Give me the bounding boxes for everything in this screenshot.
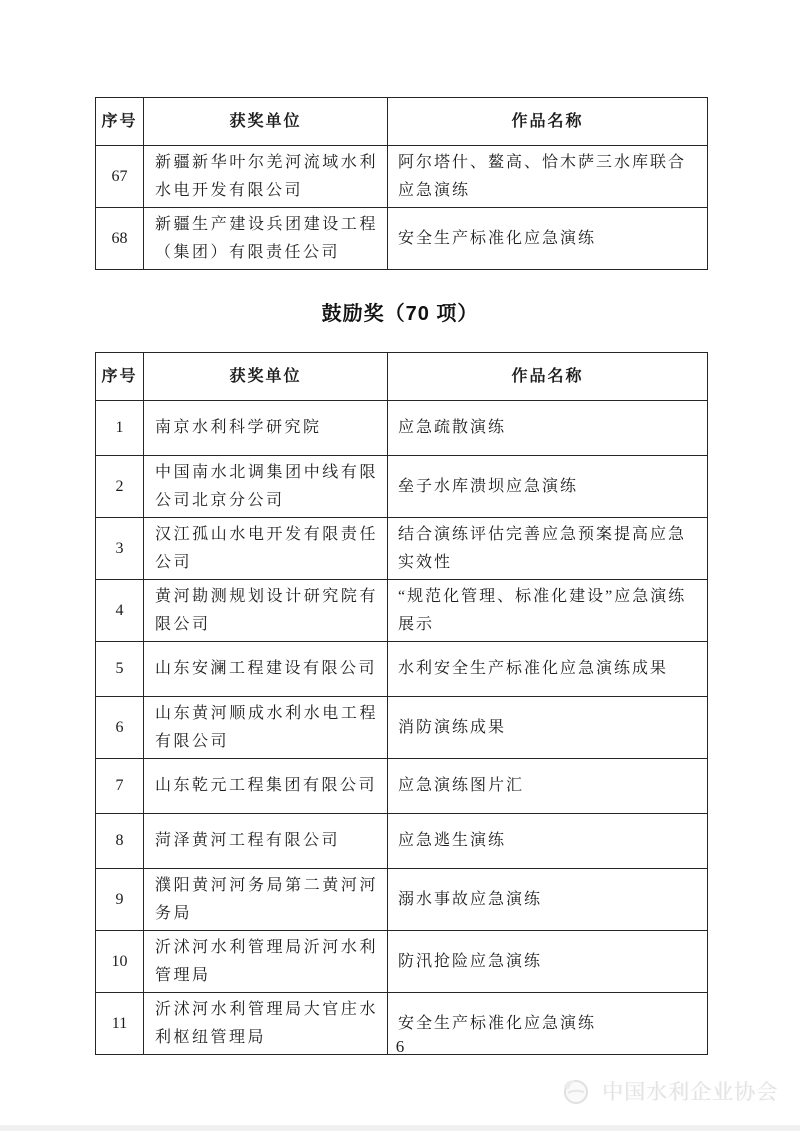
award-table-top <box>95 97 708 270</box>
table-row <box>96 697 708 759</box>
column-header: 作品名称 <box>388 353 708 401</box>
work-name: “规范化管理、标准化建设”应急演练展示 <box>388 580 708 642</box>
table-row <box>96 580 708 642</box>
table-row <box>96 401 708 456</box>
section-title: 鼓励奖（70 项） <box>321 303 479 325</box>
table-header-row <box>96 353 708 401</box>
award-unit: 濮阳黄河河务局第二黄河河务局 <box>144 869 388 931</box>
table-row <box>96 642 708 697</box>
work-name: 应急逃生演练 <box>388 814 708 869</box>
column-header: 获奖单位 <box>144 353 388 401</box>
row-number: 4 <box>96 580 144 642</box>
row-number: 3 <box>96 518 144 580</box>
column-header: 序号 <box>96 98 144 146</box>
work-name: 应急演练图片汇 <box>388 759 708 814</box>
row-number: 6 <box>96 697 144 759</box>
page-bottom-strip <box>0 1125 800 1131</box>
row-number: 11 <box>96 993 144 1055</box>
award-unit: 新疆生产建设兵团建设工程（集团）有限责任公司 <box>144 208 388 270</box>
work-name: 防汛抢险应急演练 <box>388 931 708 993</box>
row-number: 7 <box>96 759 144 814</box>
table-row <box>96 931 708 993</box>
table-row <box>96 518 708 580</box>
award-unit: 山东黄河顺成水利水电工程有限公司 <box>144 697 388 759</box>
column-header: 序号 <box>96 353 144 401</box>
work-name: 安全生产标准化应急演练 <box>388 208 708 270</box>
award-unit: 山东安澜工程建设有限公司 <box>144 642 388 697</box>
award-unit: 沂沭河水利管理局大官庄水利枢纽管理局 <box>144 993 388 1055</box>
table-row <box>96 146 708 208</box>
award-unit: 南京水利科学研究院 <box>144 401 388 456</box>
work-name: 水利安全生产标准化应急演练成果 <box>388 642 708 697</box>
column-header: 获奖单位 <box>144 98 388 146</box>
encouragement-award-table <box>95 352 708 1055</box>
work-name: 消防演练成果 <box>388 697 708 759</box>
row-number: 67 <box>96 146 144 208</box>
watermark <box>560 1076 778 1106</box>
award-unit: 菏泽黄河工程有限公司 <box>144 814 388 869</box>
award-unit: 新疆新华叶尔羌河流域水利水电开发有限公司 <box>144 146 388 208</box>
award-unit: 山东乾元工程集团有限公司 <box>144 759 388 814</box>
work-name: 应急疏散演练 <box>388 401 708 456</box>
row-number: 2 <box>96 456 144 518</box>
work-name: 结合演练评估完善应急预案提高应急实效性 <box>388 518 708 580</box>
work-name: 阿尔塔什、鳌高、恰木萨三水库联合应急演练 <box>388 146 708 208</box>
table-row <box>96 759 708 814</box>
award-unit: 黄河勘测规划设计研究院有限公司 <box>144 580 388 642</box>
table-row <box>96 456 708 518</box>
row-number: 10 <box>96 931 144 993</box>
award-unit: 沂沭河水利管理局沂河水利管理局 <box>144 931 388 993</box>
row-number: 5 <box>96 642 144 697</box>
table-row <box>96 208 708 270</box>
association-logo-icon <box>560 1076 590 1106</box>
column-header: 作品名称 <box>388 98 708 146</box>
award-unit: 中国南水北调集团中线有限公司北京分公司 <box>144 456 388 518</box>
watermark-text: 中国水利企业协会 <box>602 1081 778 1104</box>
table-row <box>96 814 708 869</box>
row-number: 8 <box>96 814 144 869</box>
row-number: 9 <box>96 869 144 931</box>
table-row <box>96 869 708 931</box>
work-name: 垒子水库溃坝应急演练 <box>388 456 708 518</box>
row-number: 68 <box>96 208 144 270</box>
award-unit: 汉江孤山水电开发有限责任公司 <box>144 518 388 580</box>
page-number: 6 <box>395 1037 405 1056</box>
row-number: 1 <box>96 401 144 456</box>
work-name: 溺水事故应急演练 <box>388 869 708 931</box>
work-name: 安全生产标准化应急演练 <box>388 993 708 1055</box>
table-header-row <box>96 98 708 146</box>
